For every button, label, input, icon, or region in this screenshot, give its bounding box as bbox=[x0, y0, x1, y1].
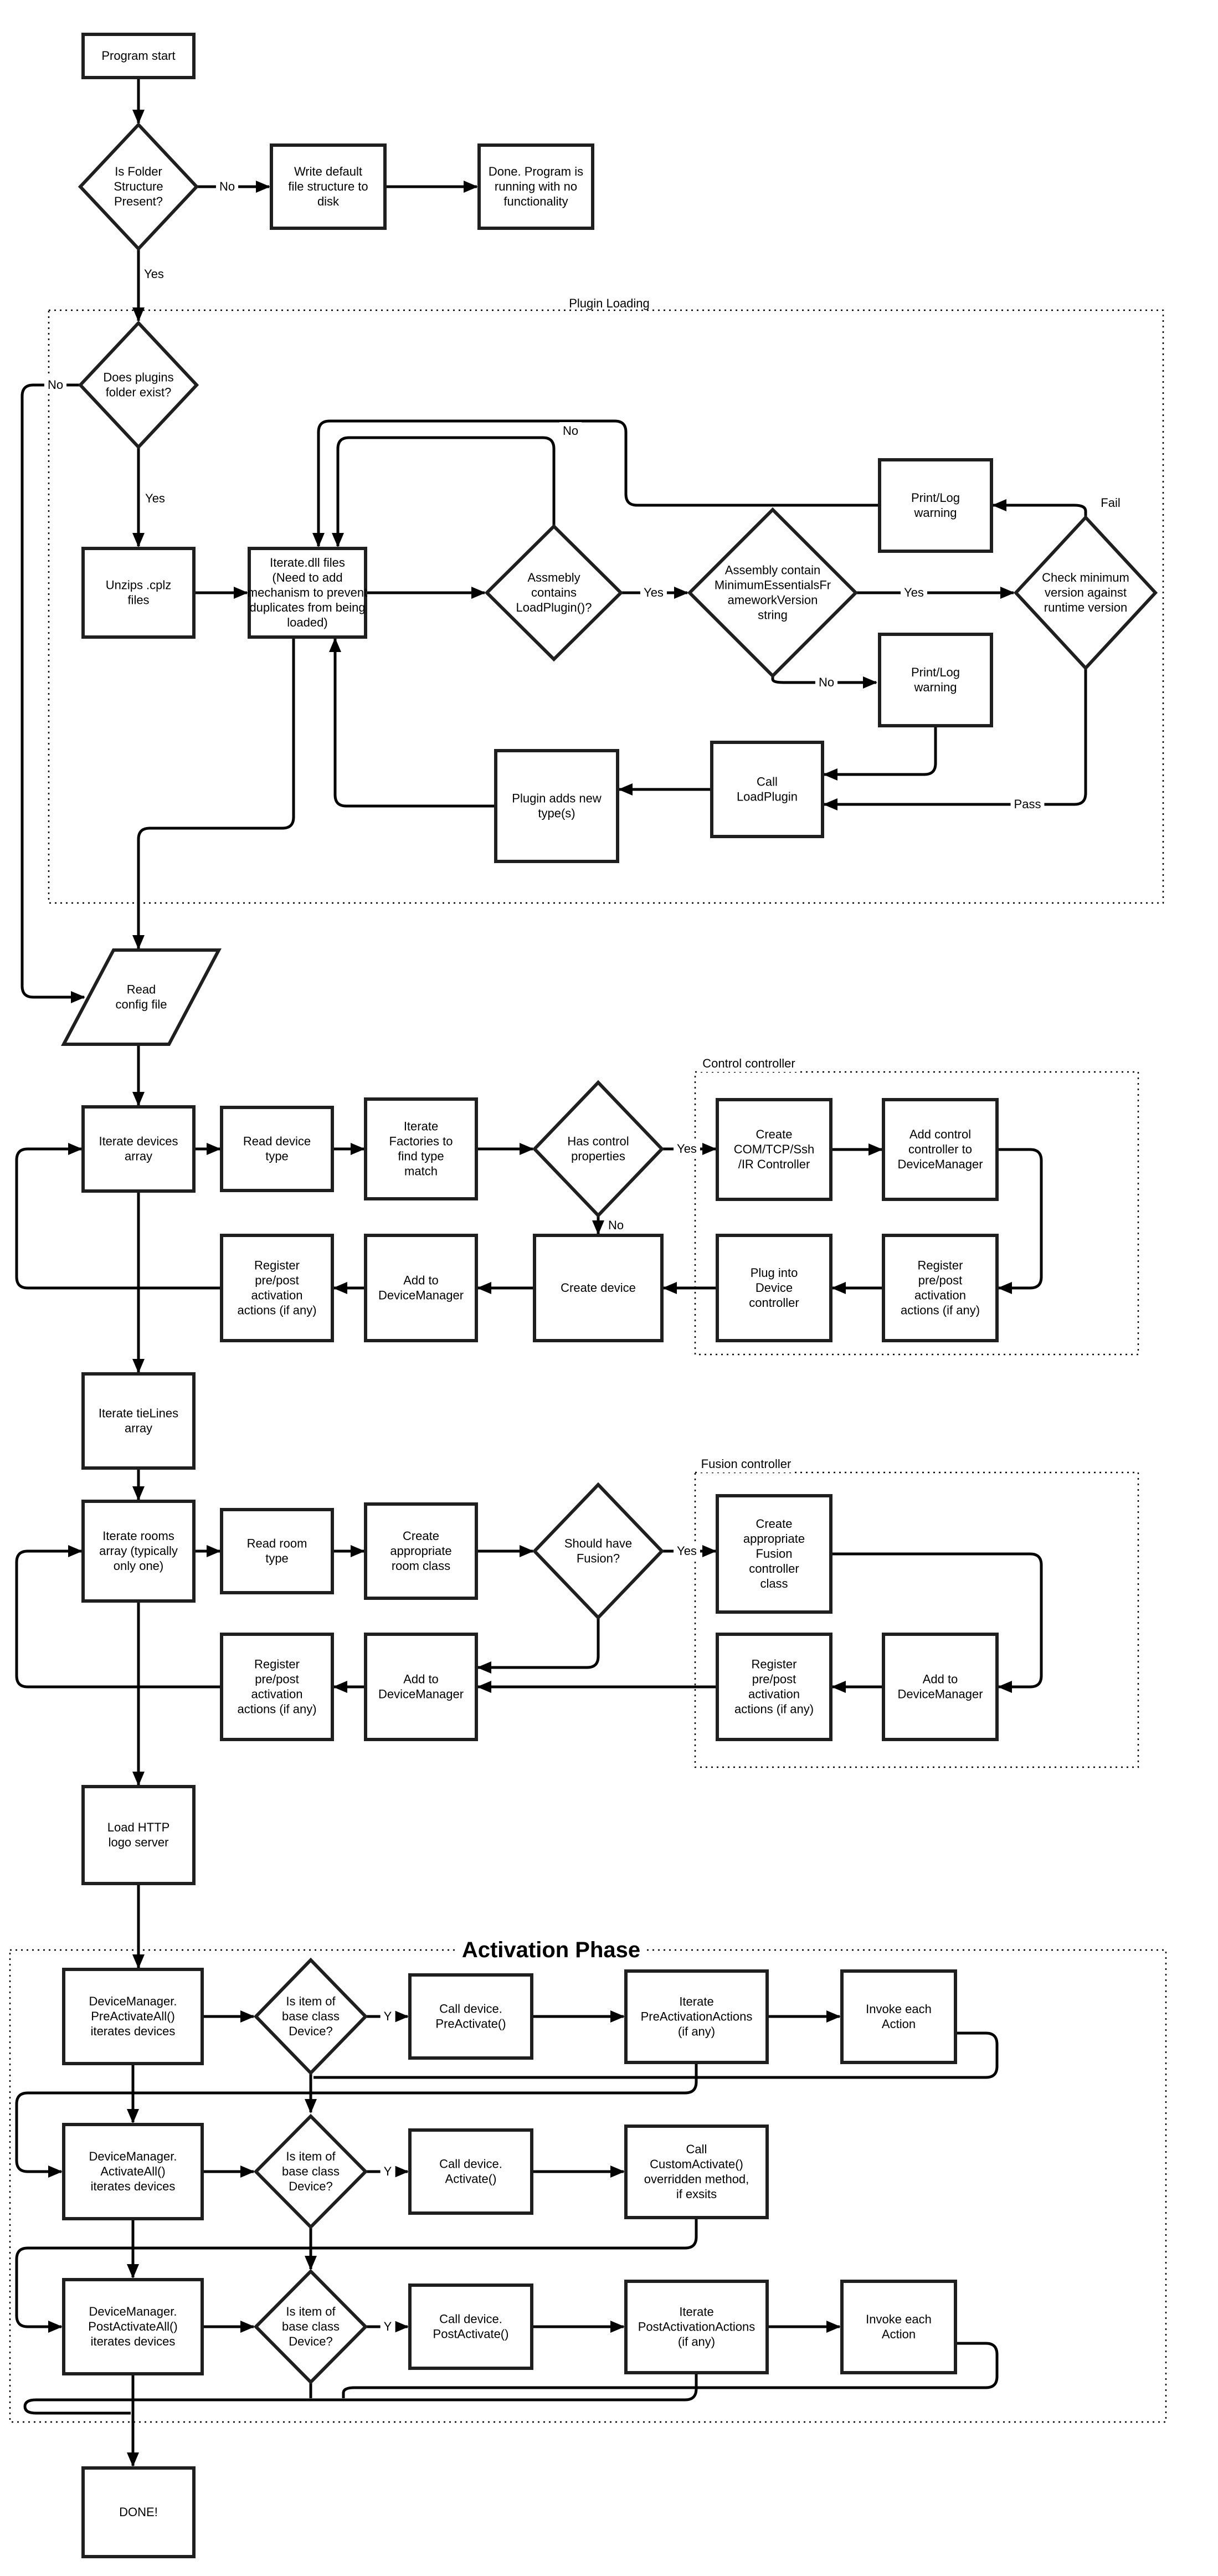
node-label-line: Structure bbox=[114, 179, 163, 193]
node-label-line: class bbox=[760, 1577, 788, 1590]
node-assmebly-contains-loadplugin bbox=[487, 526, 621, 659]
node-label-line: Load HTTP bbox=[107, 1820, 170, 1834]
label-plugins-yes-label: Yes bbox=[145, 491, 165, 505]
node-iterate-tielines-array bbox=[83, 1374, 194, 1468]
node-does-plugins-folder-exist bbox=[80, 323, 197, 447]
node-label-line: type bbox=[265, 1149, 289, 1163]
node-label-line: Action bbox=[881, 2327, 916, 2341]
node-label-line: Iterate rooms bbox=[102, 1529, 174, 1543]
node-label-line: Plug into bbox=[750, 1266, 798, 1280]
label-folder-yes-label: Yes bbox=[144, 267, 164, 281]
node-label-line: disk bbox=[317, 194, 340, 208]
node-label-line: iterates devices bbox=[90, 2024, 176, 2038]
node-devicemanager-preactivateall bbox=[64, 1969, 202, 2064]
node-print-log-warning-1 bbox=[880, 460, 991, 551]
node-iterate-dll-files bbox=[248, 548, 367, 637]
node-label-line: warning bbox=[914, 680, 957, 694]
node-label-line: Register bbox=[254, 1258, 300, 1272]
node-label-line: functionality bbox=[503, 194, 568, 208]
node-label-line: DeviceManager bbox=[897, 1687, 983, 1701]
node-label-line: array bbox=[124, 1149, 153, 1163]
node-label-line: Add control bbox=[909, 1127, 972, 1141]
node-label-line: running with no bbox=[494, 179, 578, 193]
node-is-item-base-class-device-2 bbox=[256, 2116, 366, 2227]
node-label-line: Has control bbox=[567, 1134, 629, 1148]
label-contains-no-label: No bbox=[562, 424, 579, 438]
node-label-line: Check minimum bbox=[1042, 571, 1129, 584]
node-call-customactivate bbox=[626, 2126, 767, 2218]
node-label-line: only one) bbox=[113, 1559, 164, 1573]
label-folder-no-label: No bbox=[219, 179, 235, 193]
node-label-line: properties bbox=[571, 1149, 625, 1163]
node-add-to-devicemanager-fusion bbox=[883, 1634, 997, 1739]
node-write-default-file-structure bbox=[271, 145, 385, 228]
node-label-line: Action bbox=[881, 2017, 916, 2031]
node-label-line: Is item of bbox=[286, 1994, 336, 2008]
label-has-control-yes-label: Yes bbox=[677, 1142, 697, 1156]
node-label-line: DeviceManager bbox=[378, 1288, 464, 1302]
node-call-loadplugin bbox=[712, 742, 823, 837]
node-label-line: warning bbox=[914, 506, 957, 520]
node-label-plug-into-device-controller bbox=[749, 1266, 799, 1310]
node-call-device-preactivate bbox=[410, 1975, 532, 2058]
node-label-line: iterates devices bbox=[90, 2179, 176, 2193]
node-label-line: find type bbox=[398, 1149, 444, 1163]
node-load-http-logo-server bbox=[83, 1787, 194, 1884]
node-done-no-functionality bbox=[479, 145, 593, 228]
label-pass-label: Pass bbox=[1014, 797, 1041, 811]
node-plugin-adds-new-types bbox=[496, 751, 618, 861]
node-label-line: pre/post bbox=[918, 1273, 963, 1287]
node-read-config-file bbox=[64, 950, 219, 1044]
node-label-line: string bbox=[758, 608, 788, 622]
label-check1-y-label: Y bbox=[383, 2009, 392, 2023]
node-label-line: Is item of bbox=[286, 2305, 336, 2318]
node-label-line: activation bbox=[914, 1288, 966, 1302]
node-label-line: Register bbox=[254, 1657, 300, 1671]
node-iterate-postactivationactions bbox=[626, 2281, 767, 2373]
connector-printlog2-to-loadplugin bbox=[824, 726, 936, 774]
node-label-line: Plugin adds new bbox=[512, 791, 602, 805]
node-label-line: DeviceManager. bbox=[89, 2149, 177, 2163]
node-read-room-type bbox=[222, 1510, 332, 1593]
node-label-is-folder-structure-present bbox=[114, 165, 163, 208]
node-register-prepost-devices bbox=[222, 1235, 332, 1341]
node-label-devicemanager-activateall bbox=[89, 2149, 177, 2193]
node-label-line: MinimumEssentialsFr bbox=[714, 578, 831, 592]
node-label-line: Register bbox=[917, 1258, 963, 1272]
label-check3-y-label: Y bbox=[383, 2320, 392, 2333]
node-label-is-item-base-class-device-1 bbox=[282, 1994, 340, 2038]
node-label-create-device bbox=[561, 1281, 636, 1295]
node-label-line: PreActivationActions bbox=[640, 2009, 753, 2024]
node-create-appropriate-room-class bbox=[366, 1504, 476, 1598]
label-check2-y-label: Y bbox=[383, 2164, 392, 2178]
node-label-line: DONE! bbox=[119, 2505, 158, 2519]
node-label-line: CustomActivate() bbox=[650, 2157, 743, 2171]
node-label-line: Create bbox=[756, 1517, 793, 1531]
node-label-line: Fusion? bbox=[576, 1551, 620, 1566]
node-label-line: appropriate bbox=[390, 1544, 452, 1558]
label-version-yes-label: Yes bbox=[904, 586, 924, 599]
node-label-line: PostActivationActions bbox=[638, 2320, 756, 2334]
node-label-line: iterates devices bbox=[90, 2334, 176, 2348]
node-label-line: overridden method, bbox=[644, 2172, 749, 2186]
node-label-line: mechanism to prevent bbox=[247, 586, 368, 599]
node-label-line: Add to bbox=[922, 1672, 958, 1686]
label-contains-yes-label: Yes bbox=[644, 586, 664, 599]
node-register-prepost-fusion bbox=[717, 1634, 831, 1739]
node-label-line: Device? bbox=[289, 2179, 333, 2193]
connector-printlog1-loop bbox=[318, 421, 880, 546]
node-label-line: array (typically bbox=[99, 1544, 178, 1558]
node-label-line: PostActivate() bbox=[433, 2327, 509, 2341]
node-label-line: Present? bbox=[114, 194, 163, 208]
node-register-prepost-control bbox=[883, 1235, 997, 1341]
node-print-log-warning-2 bbox=[880, 634, 991, 726]
label-control-controller-label: Control controller bbox=[702, 1056, 795, 1070]
node-add-to-devicemanager-rooms bbox=[366, 1634, 476, 1739]
node-assembly-contain-version-string bbox=[690, 510, 856, 676]
node-label-line: actions (if any) bbox=[237, 1303, 317, 1317]
node-label-line: Is Folder bbox=[115, 165, 162, 178]
node-label-line: PreActivateAll() bbox=[91, 2009, 175, 2023]
connector-fusion-no bbox=[478, 1618, 598, 1667]
node-label-line: Call device. bbox=[439, 2312, 502, 2326]
node-label-line: runtime version bbox=[1044, 601, 1128, 614]
node-label-line: Create bbox=[402, 1529, 440, 1543]
node-label-line: logo server bbox=[108, 1835, 169, 1849]
node-should-have-fusion bbox=[535, 1485, 662, 1618]
node-label-line: Invoke each bbox=[866, 2312, 932, 2326]
node-label-line: activation bbox=[251, 1687, 303, 1701]
node-label-line: Iterate.dll files bbox=[270, 556, 345, 569]
node-label-line: Iterate tieLines bbox=[98, 1406, 179, 1420]
node-label-line: activation bbox=[748, 1687, 800, 1701]
node-label-line: ActivateAll() bbox=[100, 2164, 166, 2178]
node-label-line: PreActivate() bbox=[435, 2016, 506, 2031]
node-label-line: Assmebly bbox=[527, 571, 580, 584]
node-label-program-start bbox=[101, 49, 175, 63]
node-label-line: Read bbox=[126, 982, 156, 997]
node-label-is-item-base-class-device-3 bbox=[282, 2305, 340, 2348]
node-invoke-each-action-2 bbox=[842, 2281, 955, 2373]
node-label-line: base class bbox=[282, 2320, 340, 2333]
node-label-devicemanager-preactivateall bbox=[89, 1994, 177, 2038]
node-label-line: Activate() bbox=[445, 2172, 497, 2186]
node-label-line: Is item of bbox=[286, 2149, 336, 2163]
node-label-check-minimum-version bbox=[1042, 571, 1129, 614]
node-iterate-factories bbox=[366, 1099, 476, 1199]
node-read-device-type bbox=[222, 1107, 332, 1190]
connector-check-fail bbox=[993, 505, 1086, 517]
node-label-line: pre/post bbox=[255, 1672, 299, 1686]
node-label-line: Assembly contain bbox=[724, 563, 821, 577]
node-label-line: Invoke each bbox=[866, 2002, 932, 2016]
node-label-line: Iterate bbox=[403, 1119, 439, 1133]
node-check-minimum-version bbox=[1016, 517, 1155, 668]
node-label-line: Call device. bbox=[439, 2157, 502, 2171]
node-label-line: base class bbox=[282, 2164, 340, 2178]
node-add-to-devicemanager-devices bbox=[366, 1235, 476, 1341]
node-label-is-item-base-class-device-2 bbox=[282, 2149, 340, 2193]
node-label-line: actions (if any) bbox=[237, 1702, 317, 1716]
node-label-line: actions (if any) bbox=[734, 1702, 814, 1716]
label-fail-label: Fail bbox=[1101, 496, 1121, 510]
node-iterate-preactivationactions bbox=[626, 1971, 767, 2062]
node-label-line: (if any) bbox=[677, 2024, 716, 2039]
node-program-start bbox=[83, 34, 194, 78]
node-label-line: controller bbox=[749, 1562, 799, 1576]
node-label-line: actions (if any) bbox=[900, 1303, 980, 1317]
node-label-line: file structure to bbox=[288, 179, 368, 193]
node-label-line: DeviceManager bbox=[378, 1687, 464, 1701]
node-devicemanager-postactivateall bbox=[64, 2280, 202, 2374]
connector-plugin-adds-loop bbox=[335, 639, 496, 806]
node-has-control-properties bbox=[535, 1082, 662, 1215]
node-layer bbox=[64, 34, 1155, 2557]
node-label-line: DeviceManager. bbox=[89, 1994, 177, 2008]
node-label-line: Call bbox=[686, 2142, 707, 2156]
node-label-line: Read device bbox=[243, 1134, 311, 1148]
node-label-line: pre/post bbox=[255, 1273, 299, 1287]
node-create-device bbox=[535, 1235, 662, 1341]
node-label-line: Fusion bbox=[756, 1547, 793, 1561]
node-label-line: Print/Log bbox=[911, 491, 960, 505]
node-label-line: controller to bbox=[908, 1142, 972, 1156]
node-label-line: array bbox=[124, 1421, 153, 1435]
node-is-folder-structure-present bbox=[80, 125, 197, 249]
node-label-line: Add to bbox=[403, 1273, 439, 1287]
label-version-no-label: No bbox=[818, 675, 835, 689]
node-label-line: LoadPlugin bbox=[736, 789, 798, 804]
node-label-line: if exsits bbox=[676, 2187, 717, 2201]
node-label-line: Should have bbox=[564, 1536, 633, 1551]
node-register-prepost-rooms bbox=[222, 1634, 332, 1739]
node-call-device-postactivate bbox=[410, 2285, 532, 2368]
node-is-item-base-class-device-1 bbox=[256, 1960, 366, 2073]
node-label-line: Unzips .cplz bbox=[105, 578, 172, 592]
node-label-line: Device bbox=[755, 1281, 793, 1295]
node-label-line: (if any) bbox=[677, 2334, 716, 2349]
node-label-line: match bbox=[404, 1164, 438, 1178]
node-label-line: Device? bbox=[289, 2024, 333, 2038]
node-label-line: Iterate bbox=[679, 2305, 714, 2319]
node-label-line: /IR Controller bbox=[738, 1157, 810, 1171]
node-label-line: controller bbox=[749, 1296, 799, 1310]
node-label-line: PostActivateAll() bbox=[88, 2320, 178, 2333]
node-label-line: folder exist? bbox=[105, 385, 172, 399]
node-label-line: Does plugins bbox=[103, 370, 174, 384]
node-label-line: activation bbox=[251, 1288, 303, 1302]
node-label-line: Create bbox=[756, 1127, 793, 1141]
node-label-line: contains bbox=[531, 586, 577, 599]
node-label-line: Write default bbox=[294, 165, 363, 178]
node-label-line: Register bbox=[751, 1657, 797, 1671]
connector-iterate-dll-to-read-config bbox=[138, 637, 294, 948]
node-label-add-control-controller-to-devicemanager bbox=[897, 1127, 983, 1171]
node-label-line: Factories to bbox=[389, 1134, 453, 1148]
node-is-item-base-class-device-3 bbox=[256, 2271, 366, 2382]
label-plugin-loading-label: Plugin Loading bbox=[569, 296, 650, 310]
node-label-line: version against bbox=[1045, 586, 1127, 599]
node-label-line: files bbox=[127, 593, 150, 607]
node-label-line: Iterate devices bbox=[99, 1134, 178, 1148]
node-label-line: type bbox=[265, 1551, 289, 1566]
node-label-done bbox=[119, 2505, 158, 2519]
node-label-line: Device? bbox=[289, 2334, 333, 2348]
node-invoke-each-action-1 bbox=[842, 1971, 955, 2062]
node-done bbox=[83, 2468, 194, 2557]
node-label-line: Print/Log bbox=[911, 665, 960, 679]
node-label-line: DeviceManager. bbox=[89, 2305, 177, 2318]
node-label-line: pre/post bbox=[752, 1672, 796, 1686]
node-label-line: Done. Program is bbox=[488, 165, 584, 178]
node-iterate-devices-array bbox=[83, 1107, 194, 1191]
node-create-com-tcp-ssh-ir-controller bbox=[717, 1100, 831, 1199]
connector-row3-rail bbox=[25, 2373, 696, 2413]
label-fusion-yes-label: Yes bbox=[677, 1544, 697, 1558]
node-add-control-controller-to-devicemanager bbox=[883, 1100, 997, 1199]
node-label-line: Create device bbox=[561, 1281, 636, 1295]
node-devicemanager-activateall bbox=[64, 2125, 202, 2219]
node-label-line: LoadPlugin()? bbox=[516, 601, 592, 614]
node-label-line: type(s) bbox=[538, 806, 575, 820]
node-label-line: ameworkVersion bbox=[727, 593, 818, 607]
node-label-devicemanager-postactivateall bbox=[88, 2305, 177, 2348]
node-label-line: appropriate bbox=[743, 1532, 805, 1546]
node-call-device-activate bbox=[410, 2130, 532, 2213]
connector-add-control-to-register bbox=[997, 1150, 1041, 1288]
connector-plugins-no-rail bbox=[22, 385, 84, 997]
node-label-line: duplicates from being bbox=[249, 601, 366, 614]
node-label-line: config file bbox=[115, 997, 167, 1012]
node-label-line: Iterate bbox=[679, 1994, 714, 2009]
label-plugins-no-label: No bbox=[47, 378, 64, 392]
node-label-line: Add to bbox=[403, 1672, 439, 1686]
node-plug-into-device-controller bbox=[717, 1235, 831, 1341]
node-label-line: loaded) bbox=[287, 615, 328, 629]
connector-contains-no-loop bbox=[338, 438, 554, 546]
node-iterate-rooms-array bbox=[83, 1501, 194, 1601]
node-label-line: Call device. bbox=[439, 2002, 502, 2016]
node-label-line: Call bbox=[757, 774, 778, 789]
node-label-line: Read room bbox=[246, 1536, 307, 1551]
node-label-line: Program start bbox=[101, 49, 176, 63]
label-has-control-no-label: No bbox=[608, 1218, 624, 1232]
node-create-fusion-controller-class bbox=[717, 1496, 831, 1612]
node-label-line: COM/TCP/Ssh bbox=[733, 1142, 815, 1156]
label-activation-phase-label: Activation Phase bbox=[461, 1937, 641, 1962]
node-unzips-cplz-files bbox=[83, 548, 194, 637]
node-label-line: DeviceManager bbox=[897, 1157, 983, 1171]
label-fusion-controller-label: Fusion controller bbox=[701, 1457, 792, 1471]
node-label-line: (Need to add bbox=[272, 571, 343, 584]
node-label-line: room class bbox=[391, 1559, 451, 1573]
node-label-line: base class bbox=[282, 2009, 340, 2023]
